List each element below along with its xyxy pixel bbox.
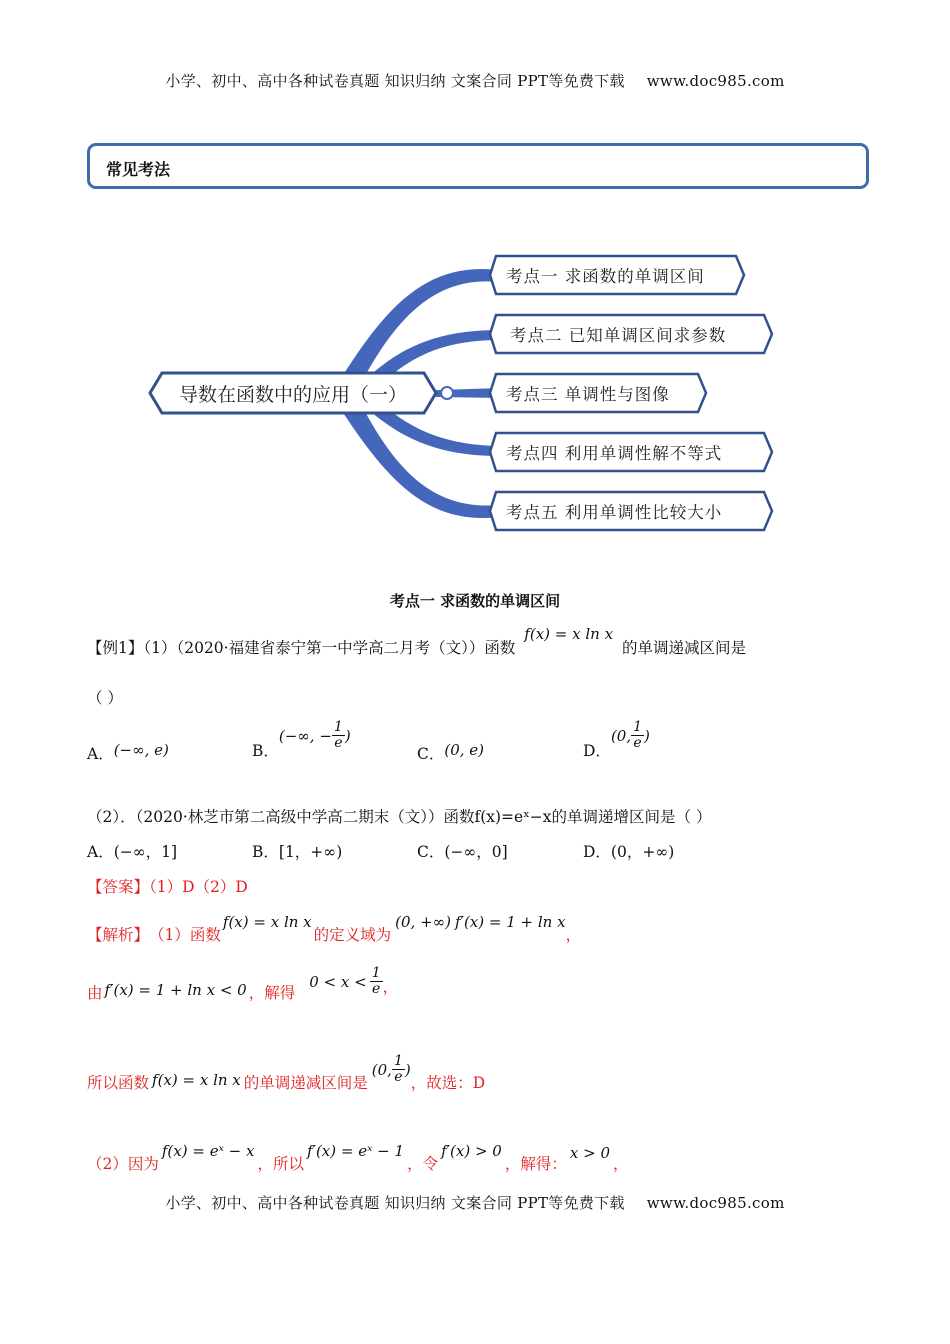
example1-prefix: 【例1】（1）（2020·福建省泰宁第一中学高二月考（文））函数 xyxy=(87,639,516,657)
analysis-line2-num: 1 xyxy=(371,965,381,981)
answer-label: 【答案】 xyxy=(87,878,150,896)
analysis-line3-left: (0, xyxy=(371,1060,392,1079)
example2-choice-a[interactable]: A．(−∞，1] xyxy=(87,843,178,861)
choice-a-value: (−∞, e) xyxy=(113,741,169,759)
analysis-line3-num: 1 xyxy=(393,1053,403,1069)
example1-choice-b[interactable] xyxy=(252,719,351,760)
example2-choice-b[interactable]: B．[1，+∞) xyxy=(252,843,343,861)
analysis-line3-end: ，故选：D xyxy=(410,1073,486,1092)
analysis-line3-b: 的单调递减区间是 xyxy=(243,1073,368,1092)
choice-d-letter: D． xyxy=(583,741,611,760)
mindmap-topic-5[interactable] xyxy=(488,490,774,532)
example2-choice-c[interactable]: C．(−∞，0] xyxy=(417,843,508,861)
analysis-line1-func: f(x) = x ln x xyxy=(222,913,312,931)
example1-choice-c[interactable] xyxy=(417,742,484,764)
analysis-line4-inequality: f′(x) > 0 xyxy=(441,1142,502,1160)
mindmap-topic-4[interactable] xyxy=(488,431,774,473)
analysis-line4-d: ，解得： xyxy=(504,1155,567,1173)
choice-b-num: 1 xyxy=(333,719,343,735)
choice-b-fraction xyxy=(332,720,345,752)
choice-d-fraction xyxy=(631,720,644,752)
choice-c-letter: C． xyxy=(417,745,445,763)
example1-line xyxy=(87,625,746,658)
analysis-line1 xyxy=(87,913,581,945)
mindmap-topic-1[interactable] xyxy=(488,254,746,296)
analysis-line4-b: ，所以 xyxy=(257,1155,304,1173)
analysis-line2 xyxy=(87,965,399,1002)
topic-4-label: 考点四 利用单调性解不等式 xyxy=(506,444,723,463)
analysis-line2-solution: 0 < x < xyxy=(309,972,367,991)
analysis-line3-fraction xyxy=(392,1054,405,1086)
choice-d-num: 1 xyxy=(633,719,643,735)
example2-question: （2）．（2020·林芝市第二高级中学高二期末（文））函数f(x)=eˣ−x的单调递增区间是（ ） xyxy=(87,808,712,826)
analysis-line3-func: f(x) = x ln x xyxy=(152,1070,241,1089)
choice-a-letter: A． xyxy=(87,745,114,763)
mindmap-topic-2[interactable] xyxy=(488,313,774,355)
mindmap-connector-dot xyxy=(441,387,453,399)
header-site[interactable]: www.doc985.com xyxy=(646,72,785,90)
analysis-line2-a: 由 xyxy=(87,983,103,1002)
mindmap-branches xyxy=(0,0,950,560)
analysis-line3-a: 所以函数 xyxy=(87,1073,150,1092)
example1-suffix: 的单调递减区间是 xyxy=(621,639,746,657)
answer-line xyxy=(87,875,248,897)
branch-5 xyxy=(340,402,500,518)
analysis-line4-derivative: f′(x) = eˣ − 1 xyxy=(306,1142,405,1160)
analysis-line4 xyxy=(87,1142,629,1174)
analysis-line2-den: e xyxy=(372,981,381,998)
analysis-line4-c: ，令 xyxy=(407,1155,439,1173)
mindmap-topic-3[interactable] xyxy=(488,372,708,414)
choice-b-right: ) xyxy=(344,726,351,745)
mindmap-center-node xyxy=(148,371,438,415)
choice-d-left: (0, xyxy=(610,726,632,745)
topic-3-label: 考点三 单调性与图像 xyxy=(506,385,670,404)
analysis-line1-derivative: f′(x) = 1 + ln x xyxy=(455,913,566,931)
analysis-line1-b: 的定义域为 xyxy=(313,926,392,944)
analysis-line1-end: ， xyxy=(565,926,582,944)
analysis-line1-a: （1）函数 xyxy=(149,926,221,944)
footer-text: 小学、初中、高中各种试卷真题 知识归纳 文案合同 PPT等免费下载 xyxy=(165,1194,625,1212)
choice-c-value: (0, e) xyxy=(444,741,485,759)
analysis-line4-a: （2）因为 xyxy=(87,1155,159,1173)
section-title: 常见考法 xyxy=(106,160,171,179)
analysis-line3-right: ) xyxy=(404,1060,411,1079)
analysis-line1-domain: (0, +∞) xyxy=(395,913,451,931)
analysis-line2-end: ， xyxy=(382,977,399,996)
branch-1 xyxy=(340,269,500,385)
analysis-line2-inequality: f′(x) = 1 + ln x < 0 xyxy=(104,980,247,999)
choice-d-den: e xyxy=(633,735,642,752)
example1-func: f(x) = x ln x xyxy=(524,625,614,643)
analysis-line4-func: f(x) = eˣ − x xyxy=(161,1142,255,1160)
choice-b-letter: B． xyxy=(252,741,279,760)
footer-site[interactable]: www.doc985.com xyxy=(646,1194,785,1212)
answer-text: （1）D（2）D xyxy=(149,878,248,896)
topic-1-label: 考点一 求函数的单调区间 xyxy=(506,267,705,286)
choice-b-left: (−∞, − xyxy=(278,726,332,745)
example1-choice-d[interactable] xyxy=(583,719,650,760)
analysis-line4-solution: x > 0 xyxy=(569,1144,610,1162)
topic-5-label: 考点五 利用单调性比较大小 xyxy=(506,503,723,522)
analysis-line3-den: e xyxy=(394,1069,403,1086)
analysis-line2-b: ，解得 xyxy=(248,983,296,1002)
page-footer xyxy=(0,1192,950,1213)
header-text: 小学、初中、高中各种试卷真题 知识归纳 文案合同 PPT等免费下载 xyxy=(165,72,625,90)
analysis-line3 xyxy=(87,1053,486,1092)
mindmap-center-label: 导数在函数中的应用（一） xyxy=(178,383,407,406)
analysis-label: 【解析】 xyxy=(87,926,150,944)
analysis-line4-end: ， xyxy=(612,1155,629,1173)
example2-choice-d[interactable]: D．(0，+∞) xyxy=(583,843,675,861)
analysis-line2-fraction xyxy=(370,966,383,998)
example1-choice-a[interactable] xyxy=(87,742,169,764)
choice-d-right: ) xyxy=(644,726,650,745)
topic-2-label: 考点二 已知单调区间求参数 xyxy=(510,326,727,345)
example1-paren: （ ） xyxy=(87,689,123,707)
keypoint-title: 考点一 求函数的单调区间 xyxy=(389,592,561,610)
choice-b-den: e xyxy=(334,735,343,752)
